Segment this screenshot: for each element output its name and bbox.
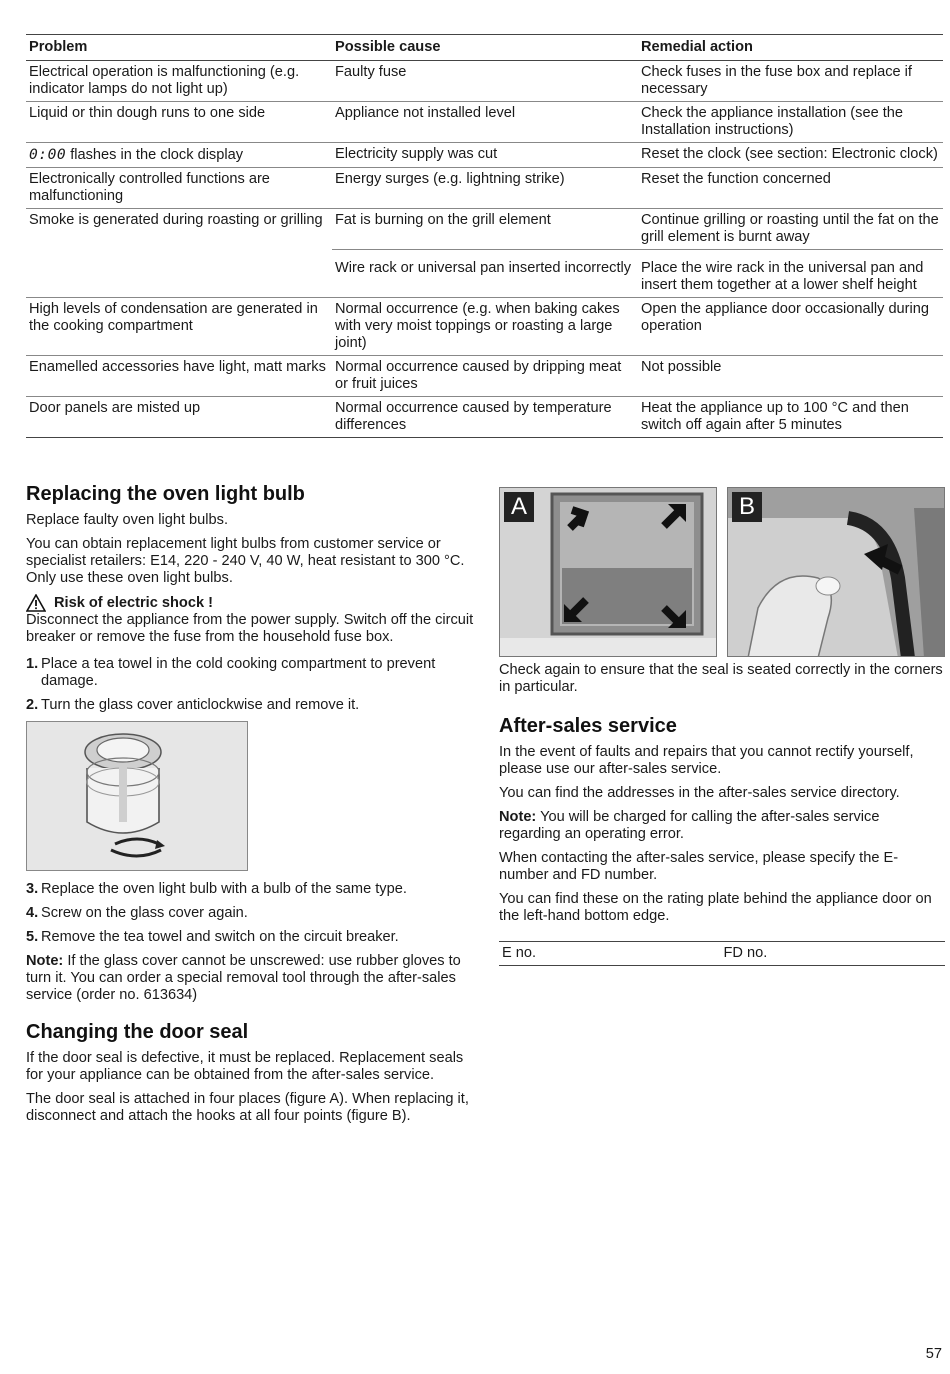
bulb-note <box>26 953 474 1004</box>
e-no-label: E no. <box>502 945 537 961</box>
table-header-row <box>26 35 943 61</box>
list-item <box>26 929 474 946</box>
problem-cell: Electronically controlled functions are malfunctioning <box>29 171 270 204</box>
service-specify: When contacting the after-sales service, please specify the E-number and FD number. <box>499 850 899 883</box>
header-action: Remedial action <box>641 39 753 55</box>
header-problem: Problem <box>29 39 88 55</box>
warning-title: Risk of electric shock ! <box>54 594 213 611</box>
glass-cover-illustration <box>26 721 248 871</box>
fd-no-label: FD no. <box>723 945 768 961</box>
list-item <box>26 905 474 922</box>
warning-triangle-icon <box>26 594 46 612</box>
figure-a <box>499 487 717 657</box>
seal-caption: Check again to ensure that the seal is seated correctly in the corners in particular. <box>499 662 943 695</box>
bulb-specs: You can obtain replacement light bulbs from customer service or specialist retailers: E14, 220 - 240 V, 40 W, heat resistant to 300 °C. Only use these oven light bulbs. <box>26 536 465 586</box>
step-number: 2. <box>26 697 39 713</box>
problem-text: flashes in the clock display <box>70 147 243 163</box>
figure-b-label: B <box>732 492 762 522</box>
service-intro: In the event of faults and repairs that you cannot rectify yourself, please use our after-sales service. <box>499 744 914 777</box>
table-row <box>26 397 943 438</box>
action-cell: Open the appliance door occasionally during operation <box>641 301 930 334</box>
problem-cell: Liquid or thin dough runs to one side <box>29 105 266 121</box>
page-number: 57 <box>925 1346 942 1362</box>
note-label: Note: <box>499 809 537 825</box>
list-item <box>26 656 474 690</box>
action-cell: Heat the appliance up to 100 °C and then switch off again after 5 minutes <box>641 400 909 433</box>
sub-rows <box>332 209 943 297</box>
seal-intro: If the door seal is defective, it must be replaced. Replacement seals for your appliance can be obtained from the after-sales service. <box>26 1050 464 1083</box>
steps-list <box>26 656 474 714</box>
service-rating-plate: You can find these on the rating plate behind the appliance door on the left-hand bottom edge. <box>499 891 932 924</box>
seal-attach: The door seal is attached in four places (figure A). When replacing it, disconnect and attach the hooks at all four points (figure B). <box>26 1091 469 1124</box>
step-text: Replace the oven light bulb with a bulb of the same type. <box>41 881 407 897</box>
problem-cell: High levels of condensation are generated in the cooking compartment <box>29 301 318 334</box>
step-text: Turn the glass cover anticlockwise and remove it. <box>41 697 360 713</box>
note-label: Note: <box>26 953 64 969</box>
action-cell: Not possible <box>641 359 722 375</box>
action-cell: Check fuses in the fuse box and replace if necessary <box>641 64 912 97</box>
cause-cell: Normal occurrence caused by temperature differences <box>335 400 612 433</box>
note-text: You will be charged for calling the after-sales service regarding an operating error. <box>499 809 880 842</box>
glass-cover-drawing <box>27 722 247 870</box>
table-row <box>26 168 943 209</box>
table-row <box>26 356 943 397</box>
service-directory: You can find the addresses in the after-sales service directory. <box>499 785 900 801</box>
cause-cell: Fat is burning on the grill element <box>335 212 551 228</box>
sub-row <box>332 209 943 249</box>
note-text: If the glass cover cannot be unscrewed: use rubber gloves to turn it. You can order a special removal tool through the after-sales service (order no. 613634) <box>26 953 461 1003</box>
left-column <box>26 482 474 1132</box>
steps-list <box>26 881 474 946</box>
sub-row <box>332 249 943 297</box>
action-cell: Check the appliance installation (see the Installation instructions) <box>641 105 904 138</box>
problem-cell: Door panels are misted up <box>29 400 201 416</box>
step-number: 1. <box>26 656 39 672</box>
troubleshooting-table <box>26 34 943 438</box>
step-number: 4. <box>26 905 39 921</box>
problem-cell: Smoke is generated during roasting or grilling <box>29 212 323 228</box>
cause-cell: Normal occurrence caused by dripping meat or fruit juices <box>335 359 622 392</box>
cause-cell: Energy surges (e.g. lightning strike) <box>335 171 565 187</box>
table-row <box>26 102 943 143</box>
figure-a-label: A <box>504 492 534 522</box>
bulb-intro: Replace faulty oven light bulbs. <box>26 512 229 528</box>
action-cell: Reset the function concerned <box>641 171 831 187</box>
action-cell: Continue grilling or roasting until the fat on the grill element is burnt away <box>641 212 939 245</box>
list-item <box>26 881 474 898</box>
problem-cell: Electrical operation is malfunctioning (e.g. indicator lamps do not light up) <box>29 64 300 97</box>
problem-cell <box>26 143 332 167</box>
cause-cell: Wire rack or universal pan inserted incorrectly <box>335 260 632 276</box>
header-cause: Possible cause <box>335 39 441 55</box>
step-number: 3. <box>26 881 39 897</box>
step-text: Remove the tea towel and switch on the circuit breaker. <box>41 929 399 945</box>
figure-b <box>727 487 945 657</box>
warning-heading <box>26 594 474 612</box>
e-fd-number-field <box>499 941 945 966</box>
list-item <box>26 697 474 714</box>
action-cell: Place the wire rack in the universal pan and insert them together at a lower shelf height <box>641 260 924 293</box>
cause-cell: Normal occurrence (e.g. when baking cakes with very moist toppings or roasting a large joint) <box>335 301 620 351</box>
table-row <box>26 143 943 168</box>
cause-cell: Appliance not installed level <box>335 105 516 121</box>
action-cell: Reset the clock (see section: Electronic clock) <box>641 146 938 162</box>
right-column <box>499 487 945 966</box>
step-text: Place a tea towel in the cold cooking compartment to prevent damage. <box>41 656 436 689</box>
problem-cell: Enamelled accessories have light, matt marks <box>29 359 326 375</box>
cause-cell: Faulty fuse <box>335 64 407 80</box>
clock-display-value: 0:00 <box>29 146 67 163</box>
cause-cell: Electricity supply was cut <box>335 146 498 162</box>
step-number: 5. <box>26 929 39 945</box>
service-note <box>499 809 945 843</box>
service-section-title: After-sales service <box>499 715 677 737</box>
table-row <box>26 209 943 298</box>
table-row <box>26 298 943 356</box>
door-seal-figures <box>499 487 945 657</box>
step-text: Screw on the glass cover again. <box>41 905 248 921</box>
bulb-section-title: Replacing the oven light bulb <box>26 483 305 505</box>
table-row <box>26 61 943 102</box>
seal-section-title: Changing the door seal <box>26 1021 249 1043</box>
warning-text: Disconnect the appliance from the power supply. Switch off the circuit breaker or remove the fuse from the household fuse box. <box>26 612 474 645</box>
